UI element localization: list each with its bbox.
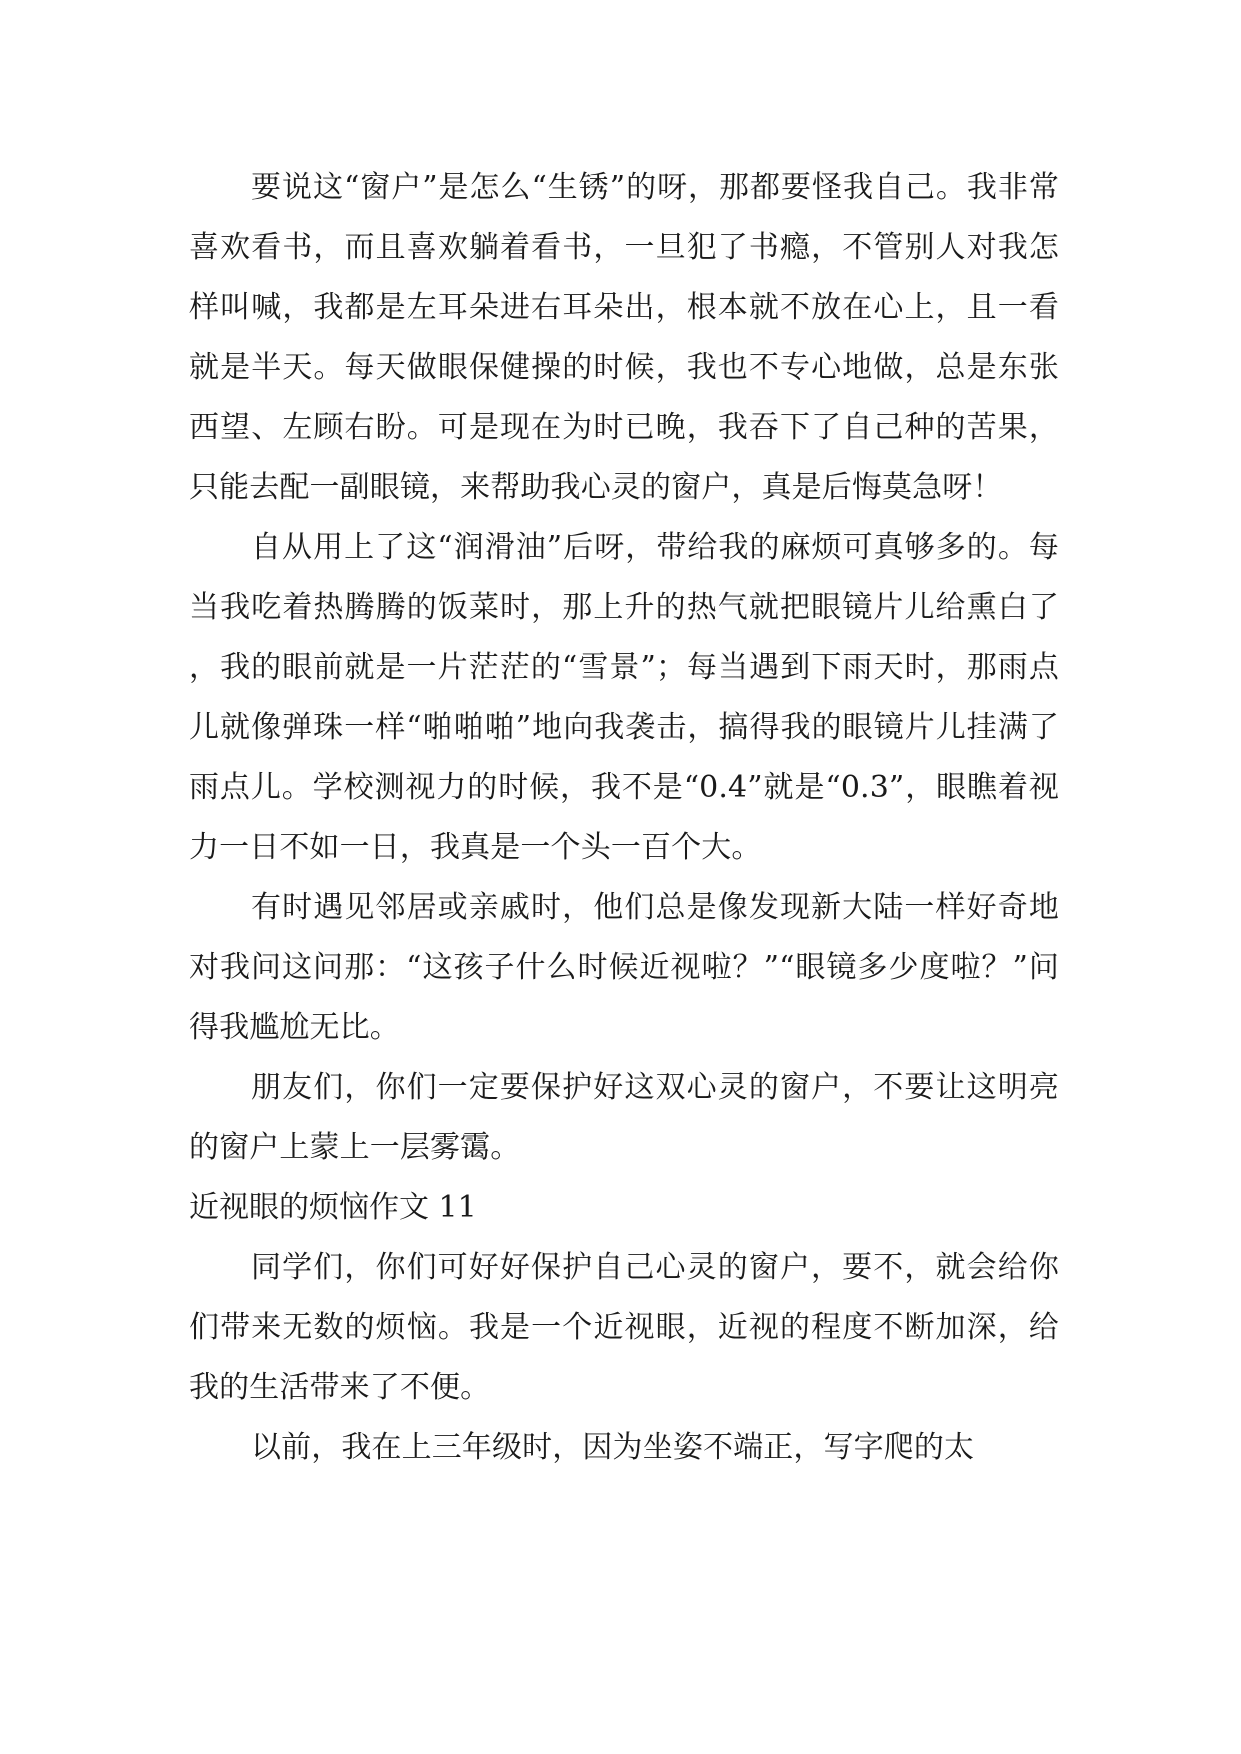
paragraph: 朋友们，你们一定要保护好这双心灵的窗户，不要让这明亮的窗户上蒙上一层雾霭。 [189, 1070, 1059, 1165]
paragraph: 同学们，你们可好好保护自己心灵的窗户，要不，就会给你们带来无数的烦恼。我是一个近视眼，近视的程度不断加深，给我的生活带来了不便。 [189, 1250, 1059, 1405]
section-title: 近视眼的烦恼作文 11 [189, 1190, 477, 1225]
document-body [189, 158, 1059, 1478]
paragraph: 有时遇见邻居或亲戚时，他们总是像发现新大陆一样好奇地对我问这问那：“这孩子什么时候近视啦？”“眼镜多少度啦？”问得我尴尬无比。 [189, 890, 1059, 1045]
paragraph: 以前，我在上三年级时，因为坐姿不端正，写字爬的太 [251, 1430, 975, 1465]
paragraph: 自从用上了这“润滑油”后呀，带给我的麻烦可真够多的。每当我吃着热腾腾的饭菜时，那上升的热气就把眼镜片儿给熏白了，我的眼前就是一片茫茫的“雪景”；每当遇到下雨天时，那雨点儿就像弹珠一样“啪啪啪”地向我袭击，搞得我的眼镜片儿挂满了雨点儿。学校测视力的时候，我不是“0.4”就是“0.3”，眼瞧着视力一日不如一日，我真是一个头一百个大。 [189, 530, 1059, 865]
paragraph: 要说这“窗户”是怎么“生锈”的呀，那都要怪我自己。我非常喜欢看书，而且喜欢躺着看书，一旦犯了书瘾，不管别人对我怎样叫喊，我都是左耳朵进右耳朵出，根本就不放在心上，且一看就是半天。每天做眼保健操的时候，我也不专心地做，总是东张西望、左顾右盼。可是现在为时已晚，我吞下了自己种的苦果，只能去配一副眼镜，来帮助我心灵的窗户，真是后悔莫急呀！ [189, 170, 1059, 505]
